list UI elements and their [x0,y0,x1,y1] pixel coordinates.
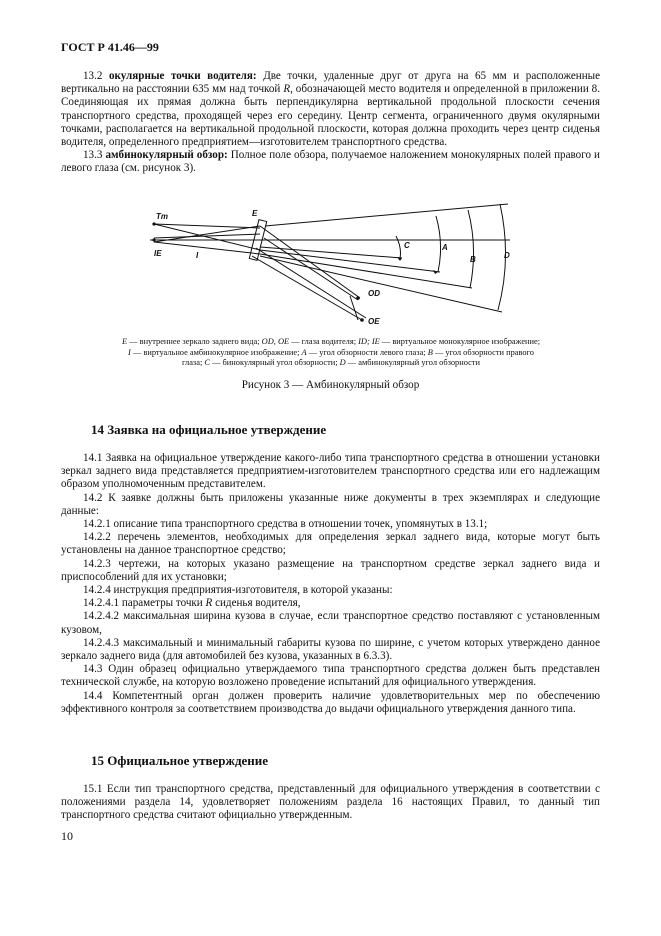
caption-text: — внутреннее зеркало заднего вида; [127,337,262,346]
point-ie [152,238,155,241]
label-oe: OE [368,317,380,326]
caption-text: A [301,347,307,357]
caption-text: OD, OE [261,337,290,346]
figure-title: Рисунок 3 — Амбинокулярный обзор [241,379,420,391]
paragraph-text: Две точки, удаленные друг от друга на 65 мм и расположенные вертикально на расстоянии 635 мм над точкой [61,70,601,96]
label-i: I [196,251,199,260]
figure-caption [66,337,596,369]
paragraph-14-2-1: 14.2.1 описание типа транспортного средства в отношении точек, упомянутых в 13.1; [83,518,488,531]
term-ocular-points: окулярные точки водителя: [109,70,257,82]
term-ambinocular-view: амбинокулярный обзор: [105,149,228,162]
section-15-heading: 15 Официальное утверждение [91,753,269,768]
caption-text: E [121,337,128,346]
paragraph-13-2 [61,70,600,149]
page-number: 10 [61,829,73,843]
caption-text: — бинокулярный угол обзорности; [209,358,340,367]
label-e: E [252,209,258,218]
caption-text: I [128,347,131,357]
label-d: D [504,251,510,260]
point-tm [152,222,155,225]
caption-line-3 [66,358,596,369]
caption-text: — амбинокулярный угол обзорности [345,358,480,367]
eye-ray-1 [260,226,360,298]
paragraph-text: , обозначающей место водителя и определенной в приложении 8. Соединяющая их прямая должна быть перпендикулярна вертикальной продольной плоскости сечения транспортного средства, проходящей через его середину. Центр сегмента, ограниченного двумя окулярными точками, располагается на вертикальной продольной плоскости, которая должна проходить через центр сиденья водителя, определенного предприятием—изготовителем транспортного средства. [61,83,601,149]
caption-text: ID; IE [358,337,380,346]
section-13-text [61,70,600,176]
virtual-ray-bottom [154,242,260,254]
paragraph-14-3: 14.3 Один образец официально утверждаемого типа транспортного средства должен быть представлен технической службе, на которую возложено проведение испытаний для официального утверждения. [61,663,600,689]
eye-od [356,296,360,300]
caption-text: D [339,358,346,367]
paragraph-14-2-4-1 [61,597,600,610]
caption-text: — угол обзорности левого глаза; [306,347,428,357]
paragraph-13-3 [61,149,600,175]
paragraph-14-4: 14.4 Компетентный орган должен проверить наличие удовлетворительных мер по обеспечению эффективного контроля за соответствием производства до выдачи официального утверждения данного типа. [61,689,600,715]
paragraph-15-1: 15.1 Если тип транспортного средства, представленный для официального утверждения в соответствии с положениями раздела 14, удовлетворяет положениям раздела 16 настоящих Правил, то данный тип транспортного средства считают официально утвержденным. [61,783,600,822]
caption-text: B [427,347,433,357]
caption-line-1 [66,337,596,348]
upper-ray-line [265,204,508,226]
paragraph-number: 13.2 [83,70,103,82]
point-r: R [283,83,291,96]
point-r: R [205,597,213,610]
section-14-heading: 14 Заявка на официальное утверждение [91,422,327,437]
label-od: OD [368,289,380,298]
caption-line-2 [66,348,596,359]
arrowhead-a [433,270,438,274]
eye-ray-4 [256,248,366,318]
paragraph-text: Полное поле обзора, получаемое наложением монокулярных полей правого и левого глаза (см. рисунок 3). [61,149,600,175]
caption-text: — виртуальное амбинокулярное изображение; [130,347,302,357]
paragraph-14-2: 14.2 К заявке должны быть приложены указанные ниже документы в трех экземплярах и следующие данные: [61,491,600,517]
ambinocular-view-diagram [140,198,530,334]
paragraph-14-2-3: 14.2.3 чертежи, на которых указано размещение на транспортном средстве зеркал заднего вида и приспособлений для их установки; [61,557,600,583]
paragraph-14-2-4-2: 14.2.4.2 максимальная ширина кузова в случае, если транспортное средство поставляют с установленным кузовом, [61,610,600,636]
label-tm: Tm [156,212,168,221]
paragraph-14-2-4: 14.2.4 инструкция предприятия-изготовителя, в которой указаны: [83,584,393,597]
paragraph-text: 14.2.4.1 параметры точки [83,597,206,610]
angle-a-arc [436,216,441,272]
paragraph-14-2-4-3: 14.2.4.3 максимальный и минимальный габариты кузова по ширине, с учетом которых утверждено данное зеркало заднего вида (для автомобилей без кузова, указанных в 6.3.3). [61,636,600,663]
angle-b-arc [468,210,474,288]
label-c: C [404,241,410,250]
label-a: A [442,243,448,252]
section-15-text [61,783,600,823]
eye-oe [360,318,364,322]
paragraph-14-1: 14.1 Заявка на официальное утверждение какого-либо типа транспортного средства в отношении установки зеркал заднего вида представляется предприятием-изготовителем транспортного средства или его надлежащим образом уполномоченным представителем. [61,452,600,491]
paragraph-14-2-2: 14.2.2 перечень элементов, необходимых для определения зеркал заднего вида, которые могут быть установлены на данное транспортное средство; [61,531,600,557]
caption-text: C [204,358,210,367]
caption-text: — угол обзорности правого [432,347,534,357]
caption-text: — глаза водителя; [289,337,359,346]
label-ie: IE [154,249,162,258]
paragraph-number: 13.3 [83,149,103,162]
caption-text: — виртуальное монокулярное изображение; [379,337,541,346]
caption-text: глаза; [182,358,205,367]
label-b: B [470,255,476,264]
angle-c-arc [396,236,401,258]
section-14-text [61,452,600,716]
document-header: ГОСТ Р 41.46—99 [61,40,159,54]
paragraph-text: сиденья водителя, [212,597,301,610]
